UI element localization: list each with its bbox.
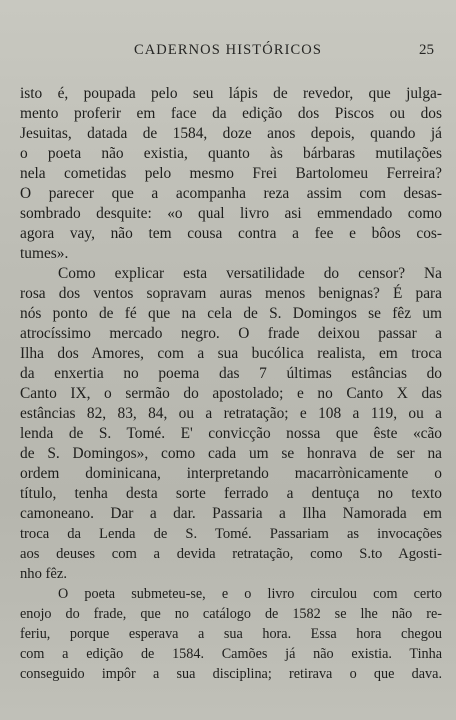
text-line: O poeta submeteu-se, e o livro circulou com certo [58, 586, 442, 602]
text-line: ordem dominicana, interpretando macarrònicamente o [20, 465, 442, 482]
text-line: atrocíssimo mercado negro. O frade deixou passar a [20, 325, 442, 342]
paragraph-3 [20, 584, 442, 684]
text-line: enojo do frade, que no catálogo de 1582 se lhe não re- [20, 606, 442, 622]
text-line: título, tenha desta sorte ferrado a dentuça no texto [20, 485, 442, 502]
text-line: de S. Domingos», como cada um se honrava de ser na [20, 445, 442, 462]
text-line: O parecer que a acompanha reza assim com desas- [20, 185, 442, 202]
text-line: sombrado desquite: «o qual livro asi emmendado como [20, 205, 442, 222]
text-line: troca da Lenda de S. Tomé. Passariam as invocações [20, 526, 442, 542]
text-line: feriu, porque esperava a sua hora. Essa hora chegou [20, 626, 442, 642]
page-header [0, 42, 456, 62]
text-line: conseguido impôr a sua disciplina; retirava o que dava. [20, 666, 442, 682]
text-line: da enxertia no poema das 7 últimas estâncias do [20, 365, 442, 382]
paragraph-2 [20, 264, 442, 584]
text-line: com a edição de 1584. Camões já não existia. Tinha [20, 646, 442, 662]
text-line: isto é, poupada pelo seu lápis de revedor, que julga- [20, 85, 442, 102]
running-title: CADERNOS HISTÓRICOS [133, 42, 323, 58]
text-line: rosa dos ventos sopravam auras menos benignas? É para [20, 285, 442, 302]
text-line: tumes». [20, 245, 69, 262]
text-line: o poeta não existia, quanto às bárbaras mutilações [20, 145, 442, 162]
page-number: 25 [419, 42, 434, 58]
text-line: Canto IX, o sermão do apostolado; e no Canto X das [20, 385, 442, 402]
text-line: aos deuses com a devida retratação, como S.to Agosti- [20, 546, 442, 562]
text-line: nela cometidas pelo mesmo Frei Bartolomeu Ferreira? [20, 165, 442, 182]
text-line: Ilha dos Amores, com a sua bucólica realista, em troca [20, 345, 442, 362]
text-line: estâncias 82, 83, 84, ou a retratação; e 108 a 119, ou a [20, 405, 442, 422]
text-line: Jesuitas, datada de 1584, doze anos depois, quando já [20, 125, 442, 142]
body-text [20, 84, 442, 684]
text-line: lenda de S. Tomé. E' convicção nossa que êste «cão [20, 425, 442, 442]
text-line: agora vay, não tem cousa contra a fee e bôos cos- [20, 225, 442, 242]
text-line: nós ponto de fé que na cela de S. Domingos se fêz um [20, 305, 442, 322]
text-line: nho fêz. [20, 566, 68, 582]
text-line: camoneano. Dar a dar. Passaria a Ilha Namorada em [20, 505, 442, 522]
text-line: Como explicar esta versatilidade do censor? Na [58, 265, 442, 282]
text-line: mento proferir em face da edição dos Piscos ou dos [20, 105, 442, 122]
paragraph-1 [20, 84, 442, 264]
